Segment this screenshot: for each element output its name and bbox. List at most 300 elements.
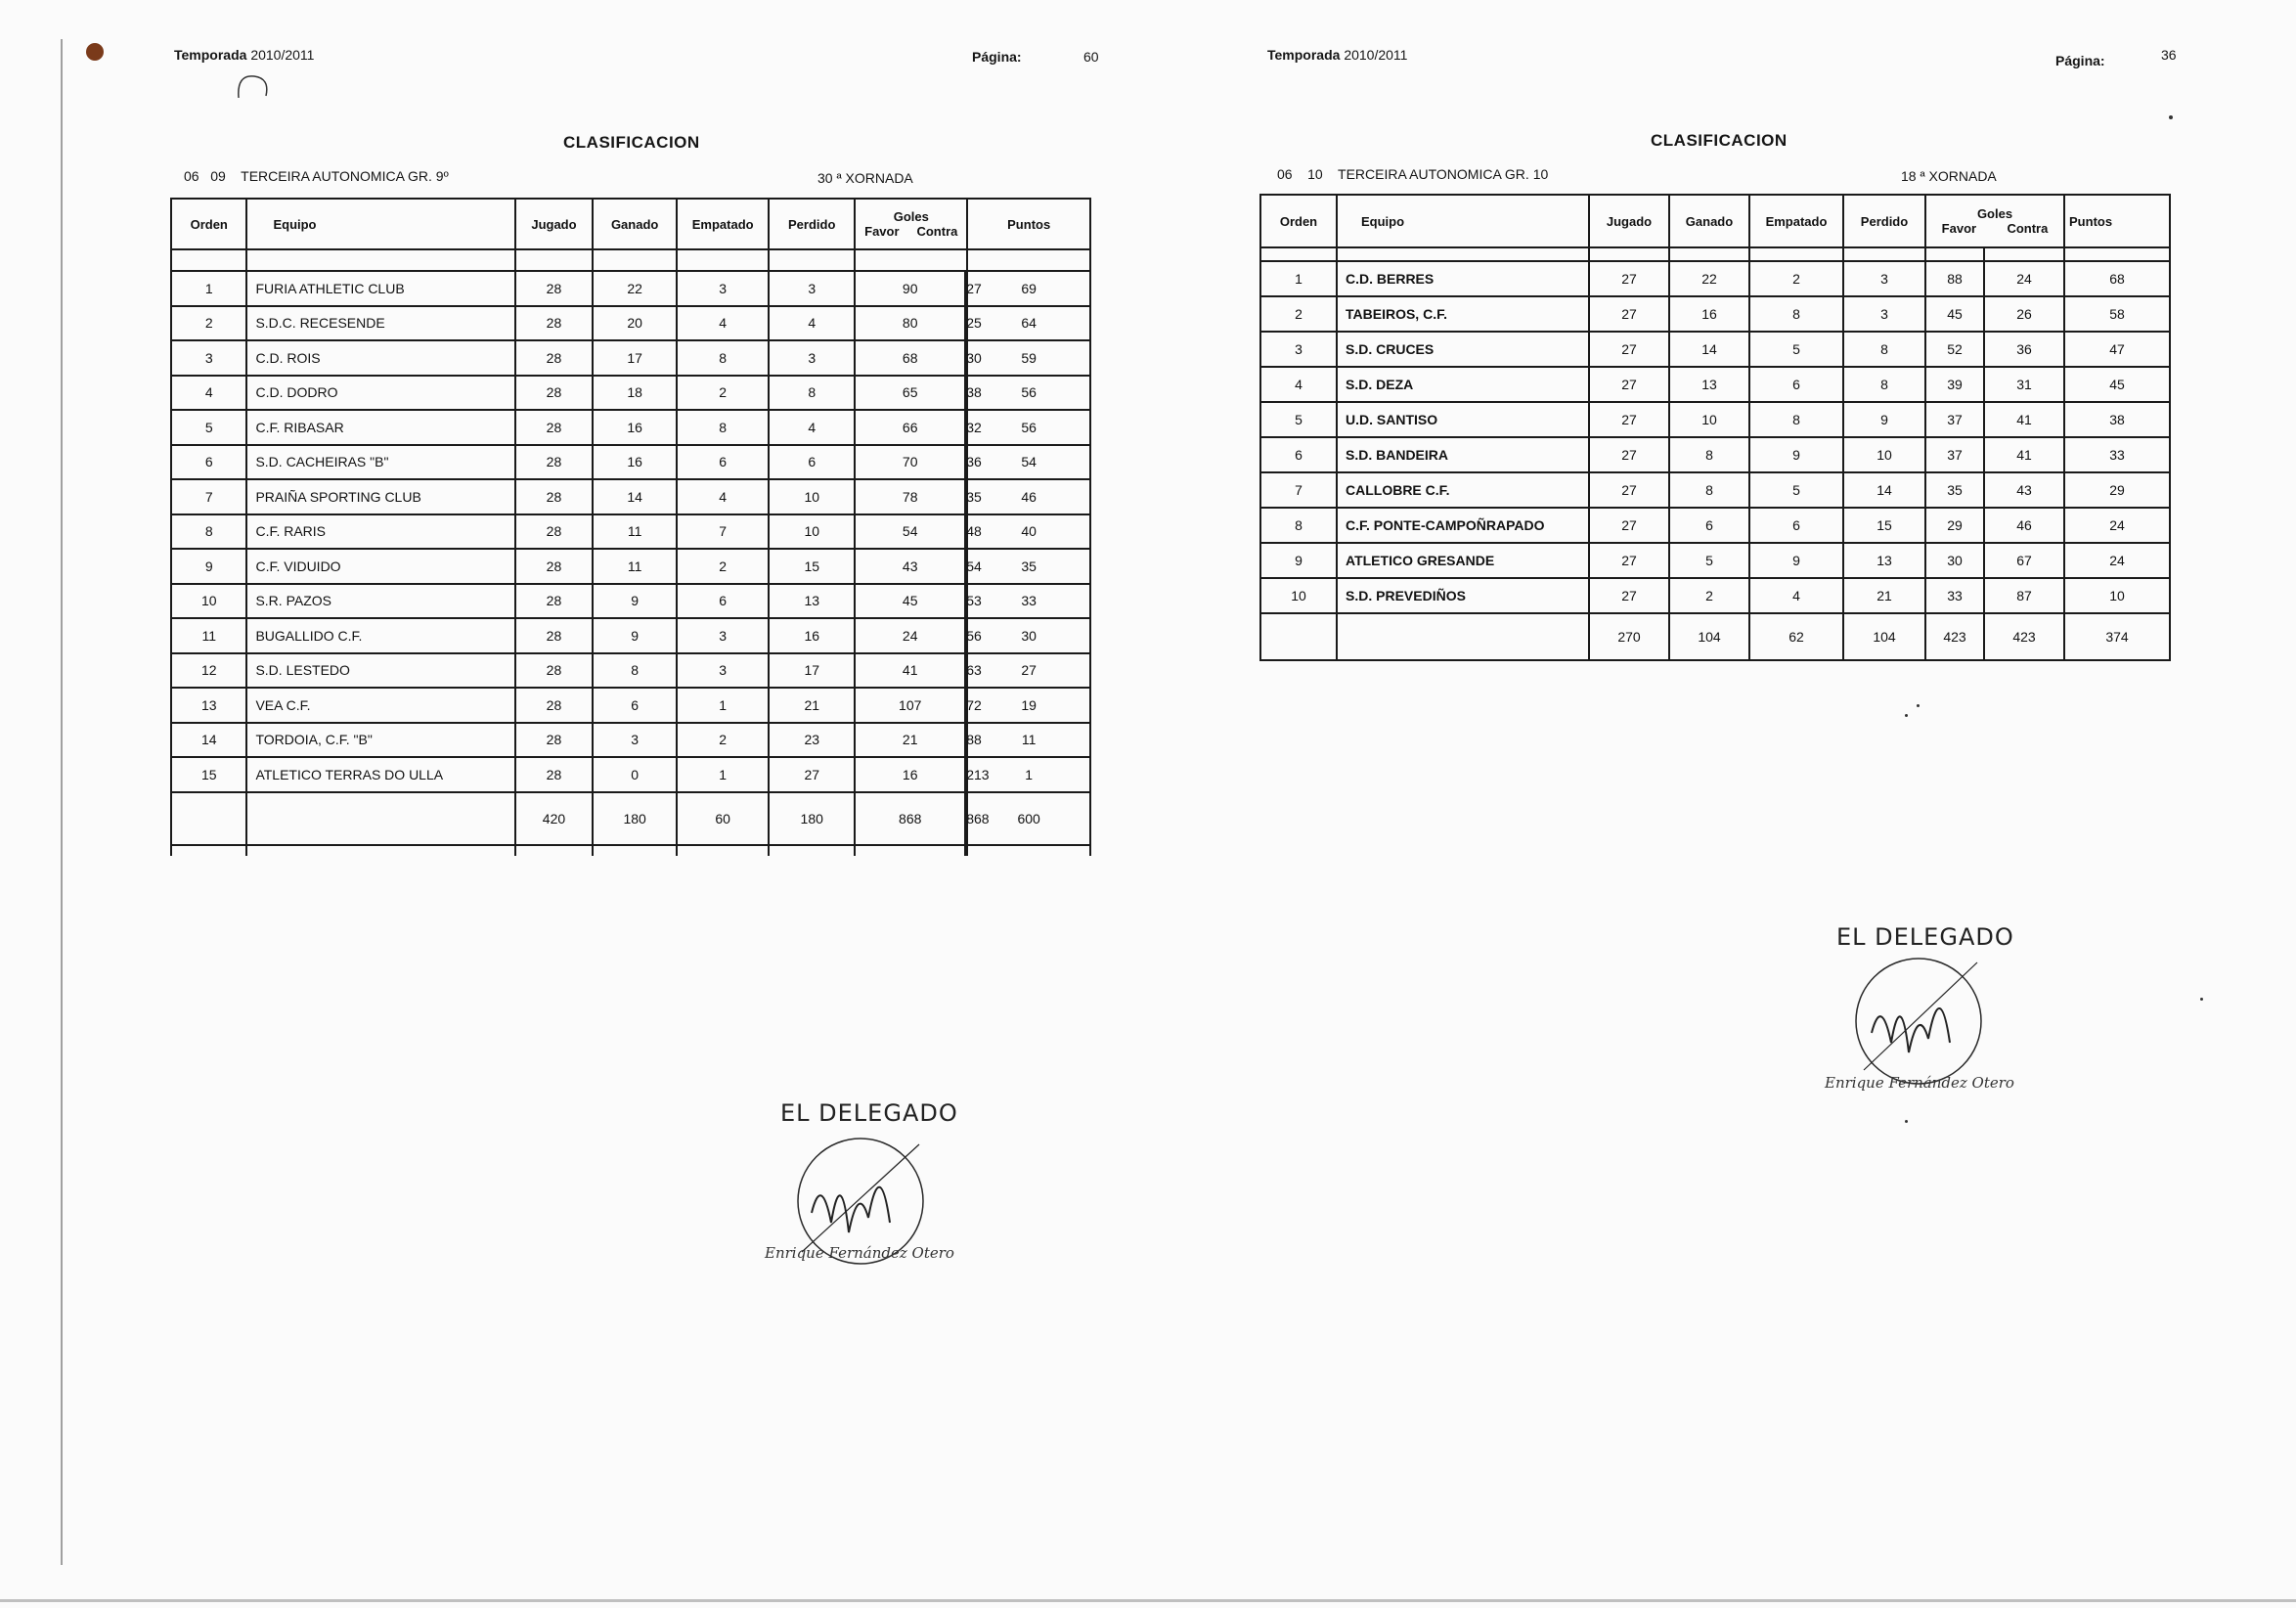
cell-favor: 66: [855, 410, 965, 445]
cell-equipo: C.F. RIBASAR: [246, 410, 514, 445]
col-goles: [1925, 195, 2064, 247]
totals-row: [171, 792, 1090, 845]
col-equipo: Equipo: [1337, 195, 1589, 247]
right-standings-sheet: [1148, 0, 2296, 1608]
cell-perdido: 13: [1843, 543, 1925, 578]
cell-jugado: 28: [515, 306, 594, 341]
cell-empatado: 6: [677, 445, 769, 480]
cell-contra: 87: [1984, 578, 2064, 613]
cell-perdido: 3: [1843, 296, 1925, 332]
cell-favor: 45: [1925, 296, 1984, 332]
tail-cell: [593, 845, 677, 856]
cell-contra: 43: [1984, 472, 2064, 508]
cell-perdido: 27: [769, 757, 855, 792]
total-perdido: 180: [769, 792, 855, 845]
cell-orden: 2: [1260, 296, 1337, 332]
cell-favor: 16: [855, 757, 965, 792]
cell-perdido: 3: [1843, 261, 1925, 296]
cell-orden: 8: [1260, 508, 1337, 543]
cell-favor: 41: [855, 653, 965, 689]
cell-ganado: 22: [1669, 261, 1749, 296]
cell-jugado: 27: [1589, 332, 1669, 367]
table-row: [171, 271, 1090, 306]
cell-orden: 5: [171, 410, 246, 445]
cell-jugado: 28: [515, 445, 594, 480]
cell-ganado: 3: [593, 723, 677, 758]
standings-table: [1259, 194, 2171, 661]
total-puntos: 600: [967, 792, 1090, 845]
total-jugado: 420: [515, 792, 594, 845]
cell-equipo: CALLOBRE C.F.: [1337, 472, 1589, 508]
cell-empatado: 4: [677, 306, 769, 341]
cell-orden: 10: [1260, 578, 1337, 613]
cell-orden: 9: [1260, 543, 1337, 578]
tail-cell: [855, 845, 965, 856]
table-row: [171, 618, 1090, 653]
tail-row: [171, 845, 1090, 856]
cell-favor: 90: [855, 271, 965, 306]
cell-jugado: 28: [515, 514, 594, 550]
cell-equipo: S.R. PAZOS: [246, 584, 514, 619]
cell-orden: 9: [171, 549, 246, 584]
cell-jugado: 27: [1589, 296, 1669, 332]
competition-code-b: 09: [210, 168, 226, 184]
cell-ganado: 16: [1669, 296, 1749, 332]
cell-perdido: 10: [769, 514, 855, 550]
cell-ganado: 9: [593, 618, 677, 653]
cell-puntos: 59: [967, 340, 1090, 376]
cell-contra: 54: [965, 549, 967, 584]
cell-jugado: 28: [515, 340, 594, 376]
cell-jugado: 27: [1589, 367, 1669, 402]
cell-puntos: 24: [2064, 508, 2170, 543]
cell-ganado: 6: [1669, 508, 1749, 543]
cell-perdido: 15: [1843, 508, 1925, 543]
cell-empatado: 3: [677, 618, 769, 653]
standings-table: [170, 198, 1091, 856]
cell-contra: 48: [965, 514, 967, 550]
cell-contra: 27: [965, 271, 967, 306]
cell-orden: 15: [171, 757, 246, 792]
cell-empatado: 8: [677, 410, 769, 445]
cell-perdido: 10: [769, 479, 855, 514]
cell-perdido: 8: [1843, 367, 1925, 402]
total-favor: 423: [1925, 613, 1984, 660]
cell-perdido: 16: [769, 618, 855, 653]
cell-ganado: 13: [1669, 367, 1749, 402]
cell-orden: 7: [171, 479, 246, 514]
round-label: 18 ª XORNADA: [1901, 168, 1997, 184]
cell-jugado: 28: [515, 688, 594, 723]
cell-perdido: 6: [769, 445, 855, 480]
cell-favor: 37: [1925, 437, 1984, 472]
competition-code-b: 10: [1307, 166, 1323, 182]
cell-jugado: 27: [1589, 437, 1669, 472]
table-row: [1260, 296, 2170, 332]
cell-equipo: S.D. PREVEDIÑOS: [1337, 578, 1589, 613]
table-row: [1260, 508, 2170, 543]
cell-contra: 26: [1984, 296, 2064, 332]
cell-equipo: C.F. PONTE-CAMPOÑRAPADO: [1337, 508, 1589, 543]
cell-contra: 24: [1984, 261, 2064, 296]
cell-jugado: 27: [1589, 472, 1669, 508]
cell-jugado: 28: [515, 479, 594, 514]
cell-favor: 33: [1925, 578, 1984, 613]
cell-puntos: 68: [2064, 261, 2170, 296]
cell-jugado: 28: [515, 549, 594, 584]
total-empatado: 60: [677, 792, 769, 845]
total-perdido: 104: [1843, 613, 1925, 660]
cell-puntos: 45: [2064, 367, 2170, 402]
cell-orden: 6: [171, 445, 246, 480]
cell-favor: 70: [855, 445, 965, 480]
competition-code-a: 06: [184, 168, 199, 184]
cell-equipo: ATLETICO TERRAS DO ULLA: [246, 757, 514, 792]
cell-empatado: 8: [1749, 402, 1843, 437]
cell-empatado: 1: [677, 757, 769, 792]
cell-equipo: ATLETICO GRESANDE: [1337, 543, 1589, 578]
cell-orden: 3: [1260, 332, 1337, 367]
cell-perdido: 21: [769, 688, 855, 723]
tail-cell: [677, 845, 769, 856]
col-ganado: Ganado: [593, 199, 677, 249]
cell-jugado: 28: [515, 584, 594, 619]
col-empatado: Empatado: [1749, 195, 1843, 247]
cell-empatado: 4: [677, 479, 769, 514]
table-row: [171, 514, 1090, 550]
season-label: Temporada: [174, 47, 247, 63]
competition-line: [184, 168, 449, 184]
total-empty: [171, 792, 246, 845]
cell-perdido: 3: [769, 271, 855, 306]
cell-favor: 65: [855, 376, 965, 411]
pen-mark-icon: [231, 68, 280, 108]
cell-ganado: 18: [593, 376, 677, 411]
cell-jugado: 27: [1589, 261, 1669, 296]
cell-puntos: 24: [2064, 543, 2170, 578]
col-ganado: Ganado: [1669, 195, 1749, 247]
cell-empatado: 9: [1749, 437, 1843, 472]
col-jugado: Jugado: [515, 199, 594, 249]
cell-contra: 38: [965, 376, 967, 411]
cell-empatado: 3: [677, 271, 769, 306]
cell-perdido: 14: [1843, 472, 1925, 508]
cell-orden: 13: [171, 688, 246, 723]
cell-favor: 30: [1925, 543, 1984, 578]
cell-ganado: 11: [593, 549, 677, 584]
cell-empatado: 7: [677, 514, 769, 550]
cell-empatado: 6: [1749, 367, 1843, 402]
cell-empatado: 1: [677, 688, 769, 723]
cell-favor: 54: [855, 514, 965, 550]
cell-equipo: C.F. RARIS: [246, 514, 514, 550]
tail-cell: [515, 845, 594, 856]
cell-orden: 3: [171, 340, 246, 376]
cell-puntos: 29: [2064, 472, 2170, 508]
page-label: Página:: [972, 49, 1022, 65]
cell-jugado: 28: [515, 757, 594, 792]
total-empty: [1337, 613, 1589, 660]
cell-perdido: 9: [1843, 402, 1925, 437]
table-row: [171, 306, 1090, 341]
cell-equipo: BUGALLIDO C.F.: [246, 618, 514, 653]
cell-contra: 41: [1984, 402, 2064, 437]
table-row: [1260, 437, 2170, 472]
col-orden: Orden: [1260, 195, 1337, 247]
cell-puntos: 27: [967, 653, 1090, 689]
cell-jugado: 27: [1589, 508, 1669, 543]
cell-empatado: 5: [1749, 472, 1843, 508]
cell-orden: 6: [1260, 437, 1337, 472]
col-perdido: Perdido: [1843, 195, 1925, 247]
cell-puntos: 58: [2064, 296, 2170, 332]
cell-contra: 32: [965, 410, 967, 445]
signature-title: EL DELEGADO: [1836, 923, 2014, 951]
tail-cell: [246, 845, 514, 856]
cell-puntos: 56: [967, 410, 1090, 445]
col-jugado: Jugado: [1589, 195, 1669, 247]
signature-name: Enrique Fernández Otero: [1825, 1074, 2014, 1092]
total-jugado: 270: [1589, 613, 1669, 660]
competition-code-a: 06: [1277, 166, 1293, 182]
cell-puntos: 56: [967, 376, 1090, 411]
cell-jugado: 28: [515, 653, 594, 689]
cell-favor: 21: [855, 723, 965, 758]
cell-orden: 8: [171, 514, 246, 550]
cell-jugado: 27: [1589, 402, 1669, 437]
cell-equipo: C.D. BERRES: [1337, 261, 1589, 296]
cell-contra: 30: [965, 340, 967, 376]
col-favor: Favor: [864, 224, 900, 239]
cell-ganado: 5: [1669, 543, 1749, 578]
cell-jugado: 28: [515, 271, 594, 306]
cell-perdido: 8: [769, 376, 855, 411]
cell-equipo: S.D. CACHEIRAS "B": [246, 445, 514, 480]
season-line: [174, 47, 314, 63]
total-contra: 868: [965, 792, 967, 845]
cell-orden: 10: [171, 584, 246, 619]
totals-row: [1260, 613, 2170, 660]
cell-ganado: 8: [1669, 472, 1749, 508]
season-value: 2010/2011: [1344, 47, 1408, 63]
cell-contra: 35: [965, 479, 967, 514]
cell-favor: 68: [855, 340, 965, 376]
cell-ganado: 9: [593, 584, 677, 619]
cell-jugado: 28: [515, 723, 594, 758]
competition-line: [1277, 166, 1548, 182]
cell-equipo: TABEIROS, C.F.: [1337, 296, 1589, 332]
cell-jugado: 27: [1589, 578, 1669, 613]
page-label: Página:: [2055, 53, 2105, 68]
cell-perdido: 8: [1843, 332, 1925, 367]
cell-equipo: C.F. VIDUIDO: [246, 549, 514, 584]
table-row: [1260, 332, 2170, 367]
cell-perdido: 3: [769, 340, 855, 376]
cell-favor: 29: [1925, 508, 1984, 543]
cell-perdido: 4: [769, 410, 855, 445]
cell-ganado: 11: [593, 514, 677, 550]
cell-empatado: 4: [1749, 578, 1843, 613]
cell-ganado: 14: [1669, 332, 1749, 367]
cell-orden: 14: [171, 723, 246, 758]
cell-orden: 11: [171, 618, 246, 653]
cell-favor: 45: [855, 584, 965, 619]
cell-equipo: PRAIÑA SPORTING CLUB: [246, 479, 514, 514]
cell-contra: 36: [1984, 332, 2064, 367]
cell-puntos: 54: [967, 445, 1090, 480]
col-favor: Favor: [1941, 221, 1977, 236]
cell-puntos: 35: [967, 549, 1090, 584]
cell-ganado: 16: [593, 410, 677, 445]
cell-perdido: 4: [769, 306, 855, 341]
cell-jugado: 28: [515, 410, 594, 445]
cell-puntos: 33: [2064, 437, 2170, 472]
cell-equipo: S.D. CRUCES: [1337, 332, 1589, 367]
tail-cell: [769, 845, 855, 856]
col-puntos: Puntos: [967, 199, 1090, 249]
cell-perdido: 10: [1843, 437, 1925, 472]
cell-favor: 37: [1925, 402, 1984, 437]
season-value: 2010/2011: [250, 47, 315, 63]
cell-orden: 7: [1260, 472, 1337, 508]
table-row: [171, 376, 1090, 411]
cell-orden: 2: [171, 306, 246, 341]
tail-cell: [171, 845, 246, 856]
page-number: 36: [2161, 47, 2177, 63]
table-row: [1260, 367, 2170, 402]
table-row: [171, 549, 1090, 584]
cell-puntos: 46: [967, 479, 1090, 514]
cell-orden: 4: [1260, 367, 1337, 402]
cell-contra: 46: [1984, 508, 2064, 543]
table-row: [171, 584, 1090, 619]
table-row: [1260, 578, 2170, 613]
col-contra: Contra: [916, 224, 958, 239]
cell-puntos: 64: [967, 306, 1090, 341]
cell-puntos: 40: [967, 514, 1090, 550]
cell-ganado: 20: [593, 306, 677, 341]
spacer-row: [1260, 247, 2170, 261]
cell-empatado: 6: [1749, 508, 1843, 543]
goles-label: Goles: [1976, 206, 2013, 221]
cell-contra: 56: [965, 618, 967, 653]
cell-puntos: 10: [2064, 578, 2170, 613]
competition-name: TERCEIRA AUTONOMICA GR. 9º: [241, 168, 449, 184]
total-favor: 868: [855, 792, 965, 845]
cell-ganado: 16: [593, 445, 677, 480]
cell-contra: 25: [965, 306, 967, 341]
competition-name: TERCEIRA AUTONOMICA GR. 10: [1338, 166, 1549, 182]
cell-empatado: 6: [677, 584, 769, 619]
cell-orden: 5: [1260, 402, 1337, 437]
cell-favor: 24: [855, 618, 965, 653]
table-row: [1260, 261, 2170, 296]
total-puntos: 374: [2064, 613, 2170, 660]
cell-puntos: 69: [967, 271, 1090, 306]
cell-empatado: 8: [677, 340, 769, 376]
cell-equipo: S.D. DEZA: [1337, 367, 1589, 402]
cell-perdido: 13: [769, 584, 855, 619]
cell-contra: 53: [965, 584, 967, 619]
cell-contra: 67: [1984, 543, 2064, 578]
cell-ganado: 8: [1669, 437, 1749, 472]
table-row: [171, 653, 1090, 689]
col-perdido: Perdido: [769, 199, 855, 249]
cell-empatado: 9: [1749, 543, 1843, 578]
cell-equipo: FURIA ATHLETIC CLUB: [246, 271, 514, 306]
goles-label: Goles: [893, 209, 929, 224]
cell-contra: 63: [965, 653, 967, 689]
cell-contra: 213: [965, 757, 967, 792]
cell-perdido: 21: [1843, 578, 1925, 613]
cell-equipo: C.D. DODRO: [246, 376, 514, 411]
table-row: [171, 410, 1090, 445]
tail-cell: [967, 845, 1090, 856]
delegate-signature: [1821, 912, 2016, 1107]
cell-favor: 43: [855, 549, 965, 584]
total-empty: [246, 792, 514, 845]
round-label: 30 ª XORNADA: [817, 170, 913, 186]
cell-contra: 36: [965, 445, 967, 480]
table-row: [1260, 472, 2170, 508]
page-title: CLASIFICACION: [563, 133, 700, 152]
season-line: [1267, 47, 1407, 63]
table-row: [171, 723, 1090, 758]
cell-equipo: S.D.C. RECESENDE: [246, 306, 514, 341]
signature-name: Enrique Fernández Otero: [765, 1244, 954, 1262]
cell-empatado: 5: [1749, 332, 1843, 367]
col-empatado: Empatado: [677, 199, 769, 249]
col-goles: [855, 199, 967, 249]
page-number: 60: [1083, 49, 1099, 65]
col-orden: Orden: [171, 199, 246, 249]
page-title: CLASIFICACION: [1651, 131, 1788, 150]
header-row: [1260, 195, 2170, 247]
spacer-row: [171, 249, 1090, 271]
cell-equipo: C.D. ROIS: [246, 340, 514, 376]
cell-jugado: 28: [515, 376, 594, 411]
cell-empatado: 8: [1749, 296, 1843, 332]
table-row: [171, 757, 1090, 792]
season-label: Temporada: [1267, 47, 1341, 63]
table-row: [1260, 543, 2170, 578]
cell-perdido: 23: [769, 723, 855, 758]
cell-ganado: 10: [1669, 402, 1749, 437]
cell-equipo: S.D. BANDEIRA: [1337, 437, 1589, 472]
cell-orden: 1: [171, 271, 246, 306]
table-row: [171, 479, 1090, 514]
cell-puntos: 11: [967, 723, 1090, 758]
cell-favor: 78: [855, 479, 965, 514]
cell-ganado: 2: [1669, 578, 1749, 613]
cell-ganado: 6: [593, 688, 677, 723]
cell-empatado: 3: [677, 653, 769, 689]
cell-puntos: 19: [967, 688, 1090, 723]
cell-favor: 88: [1925, 261, 1984, 296]
table-row: [171, 688, 1090, 723]
col-puntos: Puntos: [2064, 195, 2170, 247]
cell-perdido: 17: [769, 653, 855, 689]
cell-orden: 1: [1260, 261, 1337, 296]
cell-equipo: VEA C.F.: [246, 688, 514, 723]
cell-jugado: 28: [515, 618, 594, 653]
cell-puntos: 30: [967, 618, 1090, 653]
cell-favor: 52: [1925, 332, 1984, 367]
total-contra: 423: [1984, 613, 2064, 660]
header-row: [171, 199, 1090, 249]
cell-favor: 39: [1925, 367, 1984, 402]
cell-puntos: 33: [967, 584, 1090, 619]
